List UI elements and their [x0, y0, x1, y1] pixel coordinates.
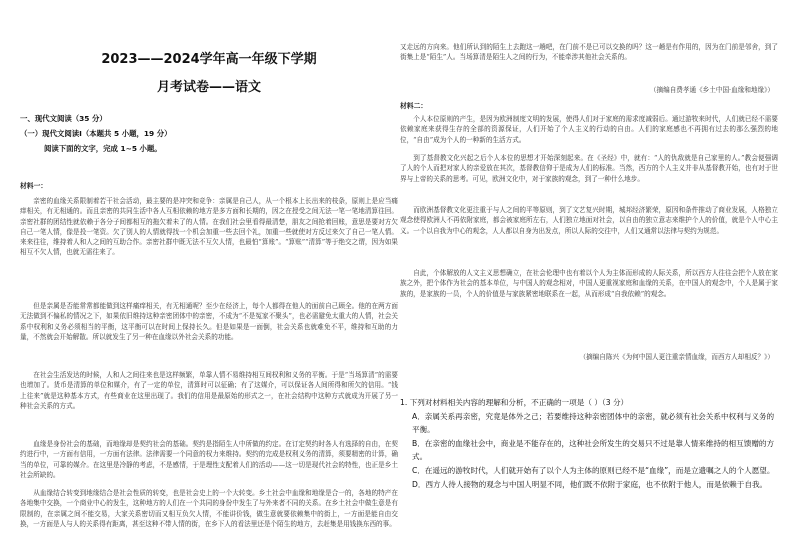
material-1-paragraph: 但是亲属是否能常常都能做到这样痛痒相关，有无相通呢？至少在经济上，每个人都得在他人的面前自己顾全。他的在两方面无法做到不偏私的情况之下，如果依旧维持这种亲密团体中的亲密，不成为“不是冤家不聚头”，也必需避免太重大的人情，社会关系中权利和义务必须相当的平衡，这平衡可以在时间上保持长久。但是如果是一面倒，社会关系也就难免不平，维持和互助的力量，不然就会开始解散。所以就发生了另一种在血缘以外社会关系的功能。	[20, 302, 398, 341]
material-1-paragraph: 亲密的血缘关系限制着若干社会活动，最主要的是冲突和竞争：亲属是自己人，从一个根本上长出来的枝条，原则上是应当痛痒相关，有无相通的。而且亲密的共同生活中各人互相依赖的地方是多方面和长期的，因之在授受之间无法一笔一笔地清算往回。亲密社群的团结性就依赖于各分子间都相互的拖欠着未了的人情。在我们社会里看得最清楚，朋友之间抢着回账，意思是要对方欠自己一笔人情，像是投一笔资。欠了别人的人情就得找一个机会加重一些去回个礼，加重一些就使对方反过来欠了自己一笔人情。来来往往，维持着人和人之间的互助合作。亲密社群中既无法不互欠人情，也最怕“算账”。“算账”“清算”等于绝交之谓，因为如果相互不欠人情，也就无需往来了。	[20, 197, 398, 257]
material-1-source: （摘编自费孝通《乡土中国·血缘和地缘》）	[649, 86, 774, 94]
material-2-paragraph: 自此，个体解放的人文主义思想确立，在社会伦理中也有着以个人为主体而形成的人际关系，所以西方人往往会把个人放在家族之外，把个体作为社会的基本单位，与中国人的观念相对，中国人更重视家庭和血缘的关系，在中国人的观念中，个人是属于家族的，是家族的一员，个人的价值是与家族紧密地联系在一起，从而形成“自我依赖”的观念。	[400, 269, 778, 298]
material-2-label: 材料二：	[400, 102, 428, 110]
question-1-option-b[interactable]: B．在亲密的血缘社会中，商业是不能存在的，这种社会所发生的交易只不过是靠人情来维持的相互馈赠的方式。	[412, 438, 775, 462]
sub-section-heading: （一）现代文阅读Ⅰ（本题共 5 小题，19 分）	[20, 129, 172, 138]
question-1-option-a[interactable]: A．亲属关系再亲密，究竟是体外之己；若要维持这种亲密团体中的亲密，就必须有社会关系中权利与义务的平衡。	[412, 411, 775, 435]
material-2-paragraph: 个人本位原则的产生，是因为欧洲制度文明的发展，使得人们对于家庭的需求度减弱后。通过游牧来时代，人们就已经不需要依赖家庭来获得生存的全部的资源保证，人们开始了个人主义的行动的自由。人们的家庭感也不再拥有过去的那么强烈的地位，“自由”成为个人的一种新的生活方式。	[400, 115, 778, 144]
material-1-continuation: 又走远的方向来。他们所认到的陌生上去跑这一趟吧，在门前不是已可以交换的吗？这一趟是有作用的，因为在门前是邻舍，到了街集上是“陌生”人。当场算清是陌生人之间的行为，不能牵涉其他社会关系的。	[400, 43, 778, 62]
right-column	[400, 0, 778, 560]
question-1-option-d[interactable]: D．西方人待人接物的观念与中国人明显不同，他们既不依附于家庭，也不依附于他人，而是依赖于自我。	[412, 479, 768, 489]
exam-subtitle: 月考试卷——语文	[156, 80, 261, 95]
material-1-paragraph: 在社会生活发达的时候，人和人之间往来也是这样频繁，单靠人情不易维持相互间权利和义务的平衡。于是“当场算清”的需要也增加了。货币是清算的单位和媒介，有了一定的单位，清算时可以征确；有了这媒介，可以保证各人间所得和所欠的信用。“钱上往来”就是这种基本方式，有些商业在这里出现了。我们的信用是最原始的形式之一，在社会结构中这种方式就成为开展了另一种社会关系的方式。	[20, 371, 398, 410]
section-heading: 一、现代文阅读（35 分）	[20, 114, 107, 123]
question-1-stem: 1. 下列对材料相关内容的理解和分析，不正确的一项是（ ）（3 分）	[400, 398, 629, 407]
material-2-paragraph: 到了基督教文化兴起之后个人本位的思想才开始深刻起来。在《圣经》中，就有：“人的仇敌就是自己家里的人。”教会便强调了人的个人而把对家人的亲爱放在其次，基督教信仰于是成为人们的标准。当然，西方的个人主义并非从基督教开始，也有对于世界与上帝的关系的思考。可见，欧洲文化中，对于家族的观念，到了一种什么地步。	[400, 154, 778, 183]
material-1-paragraph: 血缘是身份社会的基础，而地缘却是契约社会的基础。契约是指陌生人中所做的约定。在订定契约时各人有选择的自由，在契约进行中，一方面有信用，一方面有法律。法律需要一个同意的权力来维持。契约的完成是权利义务的清算，须要精密的计算，确当的单位，可靠的媒介。在这里是冷静的考虑，不是感情，于是理性支配着人们的活动——这一切是现代社会的特性，也正是乡土社会所缺的。	[20, 440, 398, 479]
material-2-source: （摘编自陈兴《为何中国人更注重亲情血缘，而西方人却相反？》）	[579, 353, 774, 361]
material-1-label: 材料一：	[20, 182, 48, 190]
question-1	[400, 396, 778, 491]
question-1-option-c[interactable]: C．在遥远的游牧时代，人们就开始有了以个人为主体的原则已经不是“血缘”，而是立遗嘱之人的个人愿望。	[412, 465, 775, 475]
left-column	[20, 0, 398, 560]
exam-title: 2023——2024学年高一年级下学期	[101, 52, 317, 67]
reading-instruction: 阅读下面的文字，完成 1~5 小题。	[44, 144, 162, 153]
material-2-paragraph: 而欧洲基督教文化更注重于与人之间的平等原则，到了文艺复兴时期，城邦经济繁荣，原因和条件推动了商业发展，人格独立观念使得欧洲人不再依附家庭，都会被家庭所左右，人们独立地面对社会，以自由的独立意志来维护个人的价值，就是个人中心主义。一个以自我为中心的观念，人人都以自身为出发点，所以人际的交往中，人们又通常以法律与契约为规范。	[400, 206, 778, 235]
material-1-paragraph: 从血缘结合转变到地缘结合是社会性质的转变，也是社会史上的一个大转变。乡土社会中血缘和地缘是合一的，各地的特产在各地集中交换，一个商业中心的发生，这种地方的人们在一个共同的身份中发生了与外来者不同的关系。在乡土社会中做生意是有限制的，在亲属之间不能交易，大家关系密切而又相互负欠人情，不能讲价钱，做生意就要依赖集中的街上，一方面是能自由交换，一方面是人与人的关系得有距离，甚至这种不带人情的街，在乡下人的看法里还是个陌生的地方，去赶集是用钱换东西的事。	[20, 489, 398, 528]
